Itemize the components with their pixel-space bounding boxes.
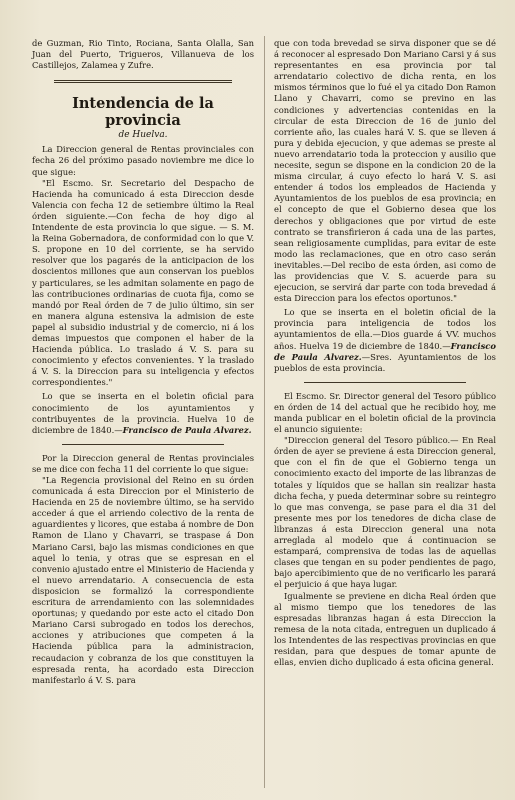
notice-signature: Francisco de Paula Alvarez.: [122, 424, 252, 435]
notice-body: "Direccion general del Tesoro público.— En Real órden de ayer se previene á esta Direccion general, que con el fin de que el Gobierno tenga un conocimiento exacto del importe de las libranzas de totales y líquidos que se hallan sin realizar hasta dicha fecha, y pueda determinar sobre su reintegro lo que mas convenga, se pase para el dia 31 del presente mes por los tenedores de dicha clase de libranzas á esta Direccion general una nota arreglada al modelo que á continuacion se estampará, comprensiva de todas las de aquellas clases que tengan en su poder pendientes de pago, bajo apercibimiento que de no verificarlo les parará el perjuicio á que haya lugar.: [274, 435, 496, 590]
notice-addressee: —Sres. Ayuntamientos de los pueblos de esta provincia.: [274, 351, 496, 373]
notice-closing-text: Lo que se inserta en el boletin oficial de la provincia para inteligencia de todos los ayuntamientos de ella.—Dios guarde á VV. muchos años. Huelva 19 de diciembre de 1840.—: [274, 307, 496, 351]
notice-body: Igualmente se previene en dicha Real órden que al mismo tiempo que los tenedores de las espresadas libranzas hagan á esta Direccion la remesa de la nota citada, entreguen un duplicado á los Intendentes de las respectivas provincias en que residan, para que despues de tomar apunte de ellas, envien dicho duplicado á esta oficina general.: [274, 590, 496, 668]
section-heading: Intendencia de la provincia: [72, 95, 214, 130]
notice-closing-text: Lo que se inserta en el boletin oficial para conocimiento de los ayuntamientos y contribuyentes de la provincia. Huelva 10 de diciembre de 1840.—: [32, 391, 254, 435]
notice-intro: La Direccion general de Rentas provinciales con fecha 26 del próximo pasado noviembre me dice lo que sigue:: [32, 144, 254, 177]
notice-body-continued: que con toda brevedad se sirva disponer que se dé á reconocer al espresado Don Mariano Carsi y á sus representantes en esa provincia por tal arrendatario colectivo de dicha renta, en los mismos términos que lo fué el ya citado Don Ramon Llano y Chavarri, como se previno en las condiciones y advertencias contenidas en la circular de esta Direccion de 16 de junio del corriente año, las cuales hará V. S. que se lleven á pura y debida ejecucion, y que ademas se preste al nuevo arrendatario toda la proteccion y ausilio que necesite, segun se dispone en la condicion 20 de la misma circular, á cuyo efecto lo hará V. S. asi entender á todos los empleados de Hacienda y Ayuntamientos de los pueblos de esa provincia; en el concepto de que el Gobierno desea que los derechos y obligaciones que por virtud de este contrato se transfirieron á cada una de las partes, sean religiosamente cumplidas, para evitar de este modo las reclamaciones, que en otro caso serán inevitables.—Del recibo de esta órden, asi como de las providencias que V. S. acuerde para su ejecucion, se servirá dar parte con toda brevedad á esta Direccion para los efectos oportunos.": [274, 38, 496, 304]
notice-intro: Por la Direccion general de Rentas provinciales se me dice con fecha 11 del corriente lo que sigue:: [32, 452, 254, 474]
notice-closing: [274, 307, 496, 374]
notice-body: "El Escmo. Sr. Secretario del Despacho de Hacienda ha comunicado á esta Direccion desde Valencia con fecha 12 de setiembre último la Real órden siguiente.—Con fecha de hoy digo al Intendente de esta provincia lo que sigue. — S. M. la Reina Gobernadora, de conformidad con lo que V. S. propone en 10 del corriente, se ha servido resolver que los pagarés de la anticipacion de los doscientos millones que aun conservan los pueblos y particulares, se les admitan solamente en pago de las contribuciones ordinarias de cuota fija, como se mandó por Real órden de 7 de julio último, sin ser en manera alguna estensiva la admision de este papel al subsidio industrial y de comercio, ni á los demas impuestos que componen el haber de la Hacienda pública. Lo traslado á V. S. para su conocimiento y efectos convenientes. Y la traslado á V. S. la Direccion para su inteligencia y efectos correspondientes.": [32, 177, 254, 388]
column-divider: [264, 36, 265, 788]
notice-divider: [304, 382, 466, 383]
notice-body: "La Regencia provisional del Reino en su órden comunicada á esta Direccion por el Ministerio de Hacienda en 25 de noviembre último, se ha servido acceder á que el arriendo colectivo de la renta de aguardientes y licores, que estaba á nombre de Don Ramon de Llano y Chavarri, se traspase á Don Mariano Carsi, bajo las mismas condiciones en que aquel lo tenia, y otras que se espresan en el convenio ajustado entre el Ministerio de Hacienda y el nuevo arrendatario. A consecuencia de esta disposicion se formalizó la correspondiente escritura de arrendamiento con las solemnidades oportunas; y quedando por este acto el citado Don Mariano Carsi subrogado en todos los derechos, acciones y atribuciones que competen á la Hacienda pública para la administracion, recaudacion y cobranza de los que constituyen la espresada renta, ha acordado esta Direccion manifestarlo á V. S. para: [32, 475, 255, 685]
left-column: [32, 38, 254, 686]
continued-town-list: de Guzman, Rio Tinto, Rociana, Santa Olalla, San Juan del Puerto, Trigueros, Villanueva de los Castillejos, Zalamea y Zufre.: [32, 38, 254, 71]
notice-signature: Francisco de Paula Alvarez.: [274, 340, 496, 362]
notice-closing: [32, 391, 254, 435]
section-subheading: de Huelva.: [118, 130, 168, 141]
section-divider: [54, 80, 232, 83]
notice-intro: El Escmo. Sr. Director general del Tesoro público en órden de 14 del actual que he recibido hoy, me manda publicar en el boletin oficial de la provincia el anuncio siguiente:: [274, 390, 496, 435]
right-column: [274, 38, 496, 668]
notice-divider: [62, 444, 224, 445]
